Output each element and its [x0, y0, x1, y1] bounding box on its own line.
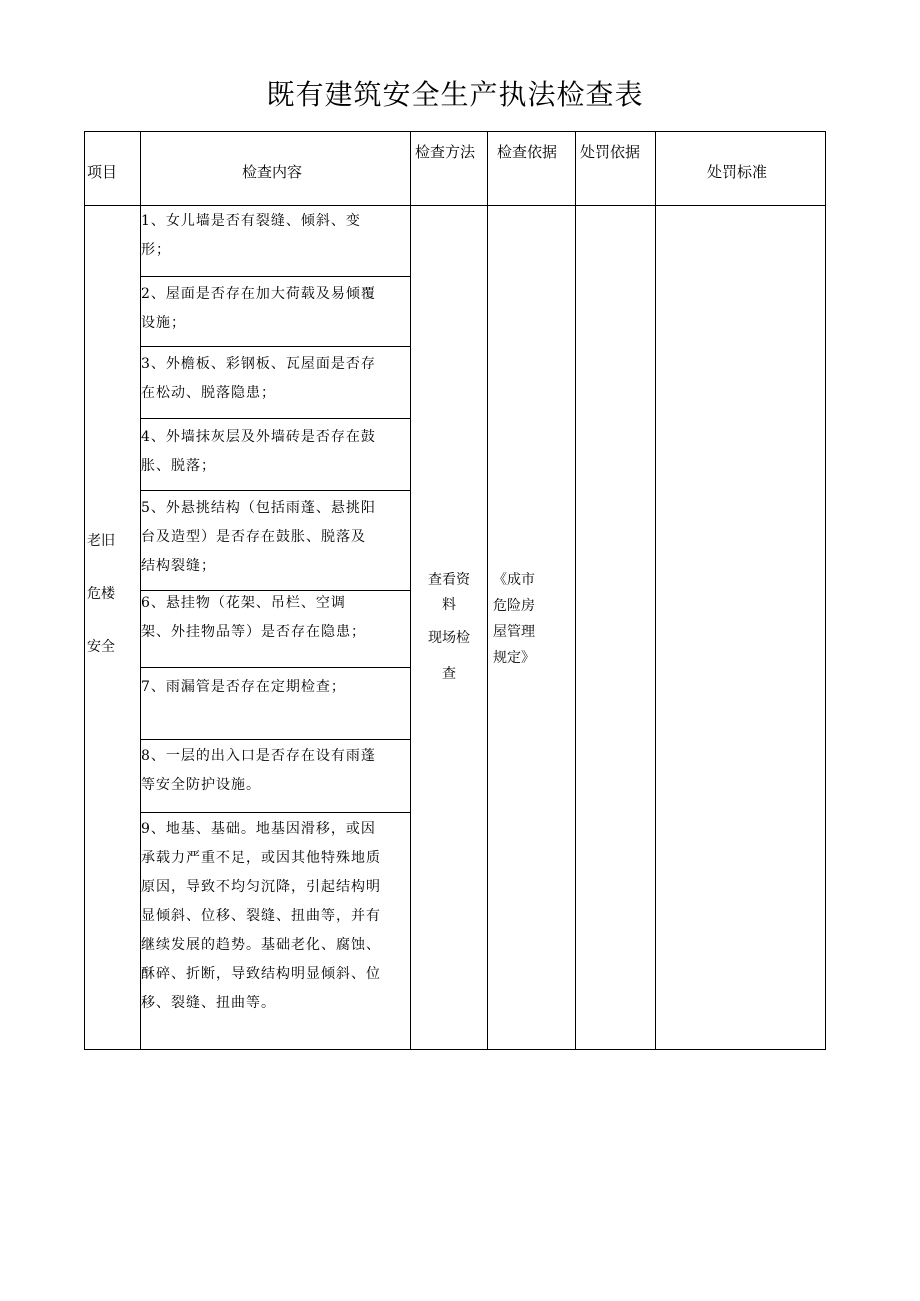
- inspection-basis: 《成市 危险房 屋管理 规定》: [493, 572, 535, 666]
- header-basis: 检查依据: [497, 143, 558, 161]
- header-item: 项目: [87, 163, 118, 181]
- row-divider: [140, 346, 410, 347]
- check-item-8: 8、一层的出入口是否存在设有雨蓬 等安全防护设施。: [141, 748, 376, 793]
- header-divider: [85, 205, 825, 206]
- column-divider: [410, 132, 411, 1049]
- row-divider: [140, 490, 410, 491]
- header-penalty-standard: 处罚标准: [707, 163, 768, 181]
- header-penalty-basis: 处罚依据: [580, 143, 641, 161]
- column-divider: [575, 132, 576, 1049]
- row-divider: [140, 667, 410, 668]
- category-line: 安全: [87, 639, 115, 655]
- check-item-6: 6、悬挂物（花架、吊栏、空调 架、外挂物品等）是否存在隐患；: [141, 595, 366, 640]
- row-divider: [140, 812, 410, 813]
- column-divider: [655, 132, 656, 1049]
- check-item-9: 9、地基、基础。地基因滑移，或因 承载力严重不足，或因其他特殊地质 原因，导致不均匀沉降，引起结构明 显倾斜、位移、裂缝、扭曲等，并有 继续发展的趋势。基础老化、腐蚀、 酥碎、折断，导致结构明显倾斜、位 移、裂缝、扭曲等。: [141, 821, 381, 1011]
- check-item-3: 3、外檐板、彩钢板、瓦屋面是否存 在松动、脱落隐患；: [141, 356, 376, 401]
- category-line: 危楼: [87, 586, 115, 602]
- page-title: 既有建筑安全生产执法检查表: [266, 78, 644, 111]
- header-content: 检查内容: [242, 163, 303, 181]
- category-label: [87, 530, 137, 689]
- header-method: 检查方法: [415, 143, 476, 161]
- check-item-2: 2、屋面是否存在加大荷载及易倾覆 设施；: [141, 286, 376, 331]
- check-item-1: 1、女儿墙是否有裂缝、倾斜、变 形；: [141, 213, 361, 258]
- category-line: 老旧: [87, 533, 115, 549]
- check-item-5: 5、外悬挑结构（包括雨蓬、悬挑阳 台及造型）是否存在鼓胀、脱落及 结构裂缝；: [141, 500, 376, 574]
- inspection-table: 项目 检查内容 检查方法 检查依据 处罚依据 处罚标准 老旧 危楼 安全 1、女儿墙是否有裂缝、倾斜、变 形； 2、屋面是否存在加大荷载及易倾覆 设施； 3、外檐板、彩钢板、瓦屋面是否存 在松动、脱落隐患； 4、外墙抹灰层及外墙砖是否存在鼓 胀、脱落； 5、外悬挑结构（包括雨蓬、悬挑阳 台及造型）是否存在鼓胀、脱落及 结构裂缝； 6、悬挂物（花架、吊栏、空调 架、外挂物品等）是否存在隐患； 7、雨漏管是否存在定期检查； 8、一层的出入口是否存在设有雨蓬 等安全防护设施。 9、地基、基础。地基因滑移，或因 承载力严重不足，或因其他特殊地质 原因，导致不均匀沉降，引起结构明 显倾斜、位移、裂缝、扭曲等，并有 继续发展的趋势。基础老化、腐蚀、 酥碎、折断，导致结构明显倾斜、位 移、裂缝、扭曲等。 查看资 料 现场检 查 《成市 危险房 屋管理 规定》: [84, 131, 826, 1050]
- row-divider: [140, 276, 410, 277]
- row-divider: [140, 418, 410, 419]
- row-divider: [140, 739, 410, 740]
- column-divider: [487, 132, 488, 1049]
- check-item-4: 4、外墙抹灰层及外墙砖是否存在鼓 胀、脱落；: [141, 429, 376, 474]
- check-item-7: 7、雨漏管是否存在定期检查；: [141, 679, 346, 695]
